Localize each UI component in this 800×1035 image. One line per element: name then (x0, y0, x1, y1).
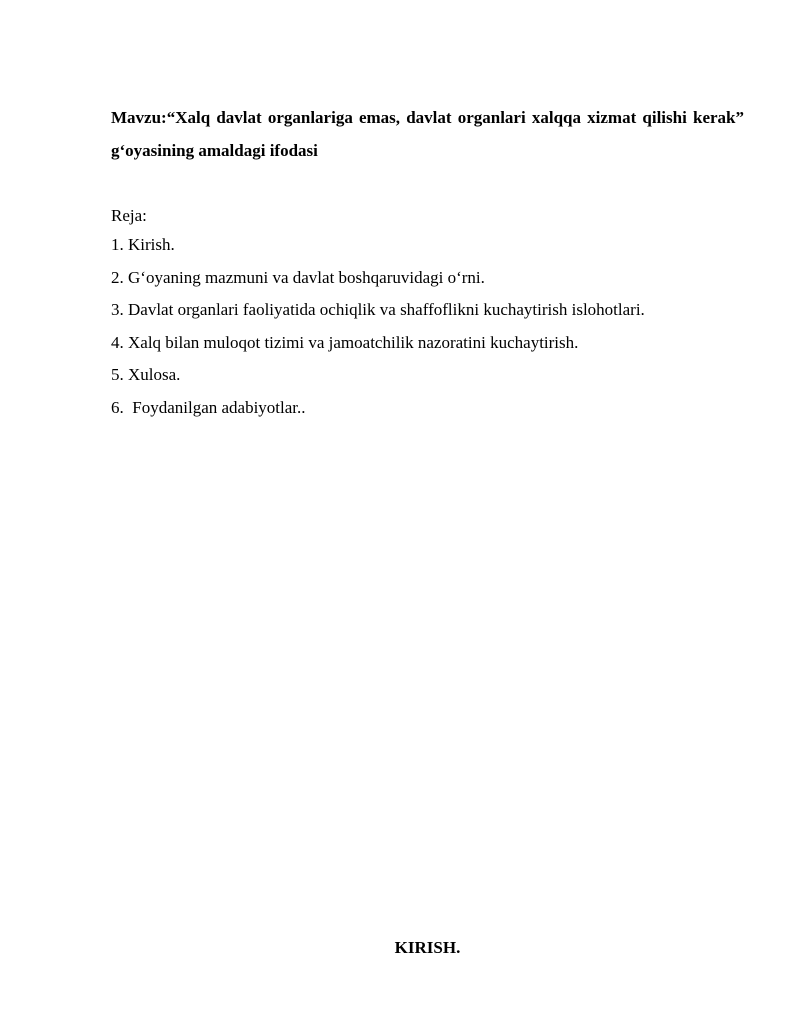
plan-item: 6. Foydanilgan adabiyotlar.. (111, 397, 306, 417)
plan-item: 4. Xalq bilan muloqot tizimi va jamoatchilik nazoratini kuchaytirish. (111, 332, 579, 352)
plan-item: 5. Xulosa. (111, 365, 181, 384)
plan-item: 2. G‘oyaning mazmuni va davlat boshqaruvidagi o‘rni. (111, 267, 485, 287)
plan-item: 3. Davlat organlari faoliyatida ochiqlik va shaffoflikni kuchaytirish islohotlari. (111, 300, 645, 319)
plan-item: 1. Kirish. (111, 235, 175, 254)
plan-label: Reja: (111, 206, 147, 225)
document-title: Mavzu:“Xalq davlat organlariga emas, davlat organlari xalqqa xizmat qilishi kerak” g‘oyasining amaldagi ifodasi (111, 108, 744, 160)
section-heading: KIRISH. (394, 938, 461, 957)
plan-list (111, 229, 645, 424)
